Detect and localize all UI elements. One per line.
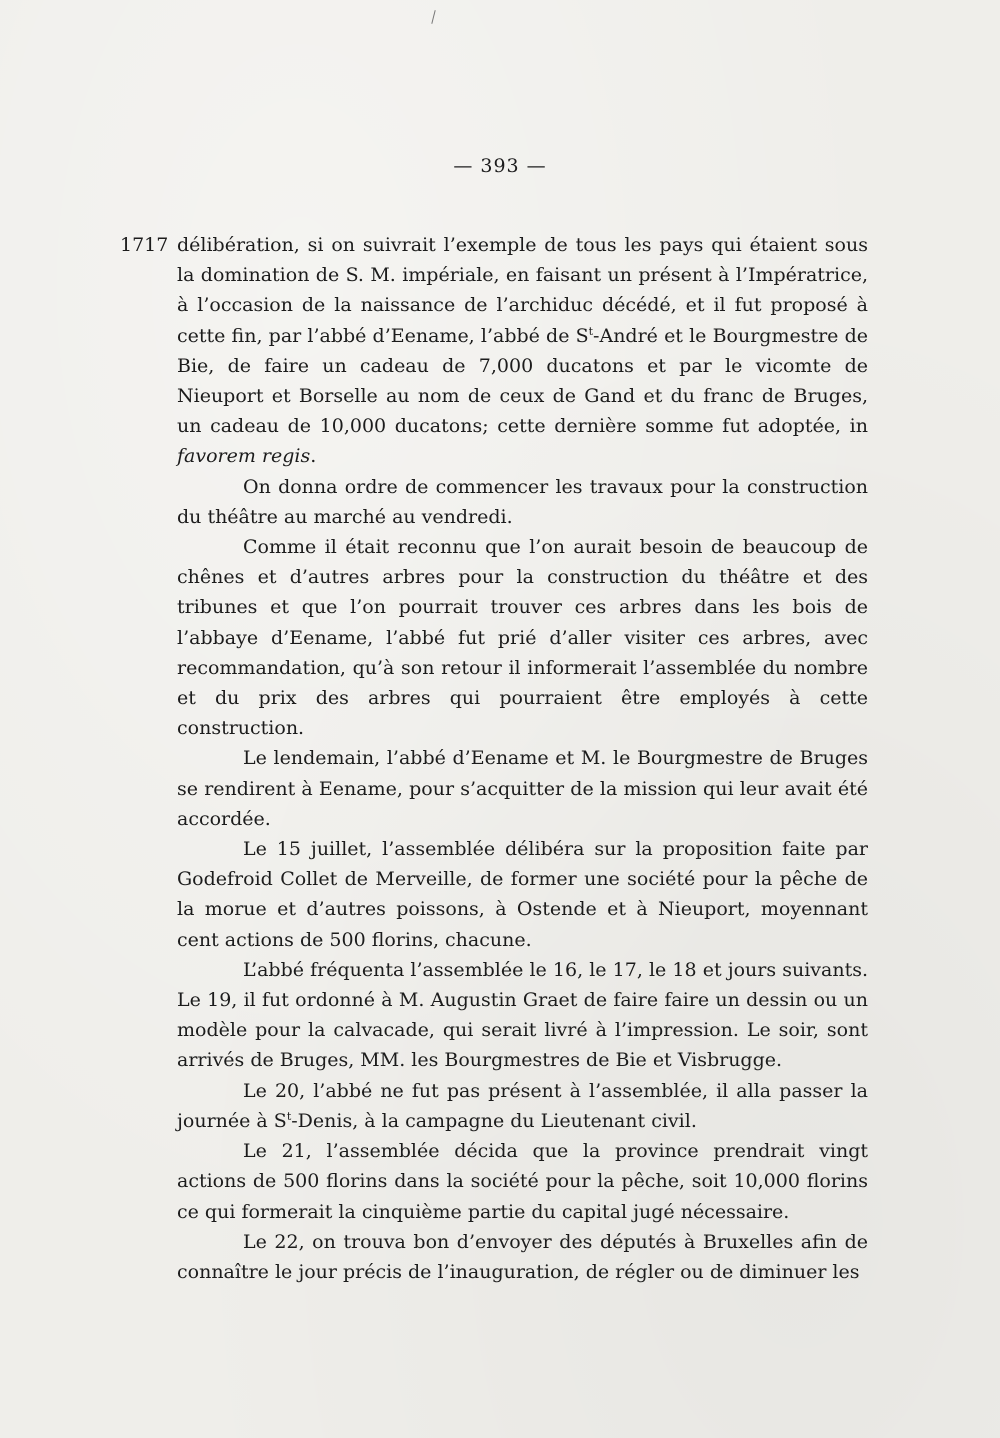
paragraph [177,472,868,532]
text-run: -André et le Bourgmestre de Bie, de faire un cadeau de 7,000 ducatons et par le vicomte de Nieuport et Borselle au nom de ceux de Gand et du franc de Bruges, un cadeau de 10,000 ducatons; cette dernière somme fut adoptée, in [177,324,868,438]
text-run: Le 20, l’abbé ne fut pas présent à l’assemblée, il alla passer la journée à S [177,1079,868,1132]
paragraph [177,743,868,834]
stray-ink-mark [431,10,435,24]
text-run: L’abbé fréquenta l’assemblée le 16, le 17, le 18 et jours suivants. Le 19, il fut ordonné à M. Augustin Graet de faire faire un dessin ou un modèle pour la calvacade, qui serait livré à l’impression. Le soir, sont arrivés de Bruges, MM. les Bourgmestres de Bie et Visbrugge. [177,958,868,1072]
superscript: t [286,1109,292,1123]
paragraph [177,532,868,743]
body-text [177,230,868,1287]
paragraph [177,1227,868,1287]
text-run: On donna ordre de commencer les travaux pour la construction du théâtre au marché au vendredi. [177,475,868,528]
italic-text: favorem regis [177,445,311,468]
text-run: délibération, si on suivrait l’exemple de tous les pays qui étaient sous la domination de S. M. impériale, en faisant un présent à l’Impératrice, à l’occasion de la naissance de l’archiduc décédé, et il fut proposé à cette fin, par l’abbé d’Eename, l’abbé de S [177,234,868,347]
text-run: Le 21, l’assemblée décida que la province prendrait vingt actions de 500 florins dans la société pour la pêche, soit 10,000 florins ce qui formerait la cinquième partie du capital jugé nécessaire. [177,1140,868,1223]
text-run: Le lendemain, l’abbé d’Eename et M. le Bourgmestre de Bruges se rendirent à Eename, pour s’acquitter de la mission qui leur avait été accordée. [177,747,868,830]
text-run: . [310,445,317,468]
paragraph [177,230,868,472]
text-run: Le 15 juillet, l’assemblée délibéra sur la proposition faite par Godefroid Collet de Merveille, de former une société pour la pêche de la morue et d’autres poissons, à Ostende et à Nieuport, moyennant cent actions de 500 florins, chacune. [177,838,868,951]
text-run: Le 22, on trouva bon d’envoyer des députés à Bruxelles afin de connaître le jour précis de l’inauguration, de régler ou de diminuer les [177,1230,868,1283]
paragraph [177,955,868,1076]
text-run: Comme il était reconnu que l’on aurait besoin de beaucoup de chênes et d’autres arbres pour la construction du théâtre et des tribunes et que l’on pourrait trouver ces arbres dans les bois de l’abbaye d’Eename, l’abbé fut prié d’aller visiter ces arbres, avec recommandation, qu’à son retour il informerait l’assemblée du nombre et du prix des arbres qui pourraient être employés à cette construction. [177,536,868,740]
superscript: t [588,324,594,338]
margin-year: 1717 [120,234,169,256]
paragraph [177,1136,868,1227]
text-run: -Denis, à la campagne du Lieutenant civil. [291,1109,697,1132]
page-number: — 393 — [453,155,547,177]
paragraph [177,1076,868,1136]
paragraph [177,834,868,955]
